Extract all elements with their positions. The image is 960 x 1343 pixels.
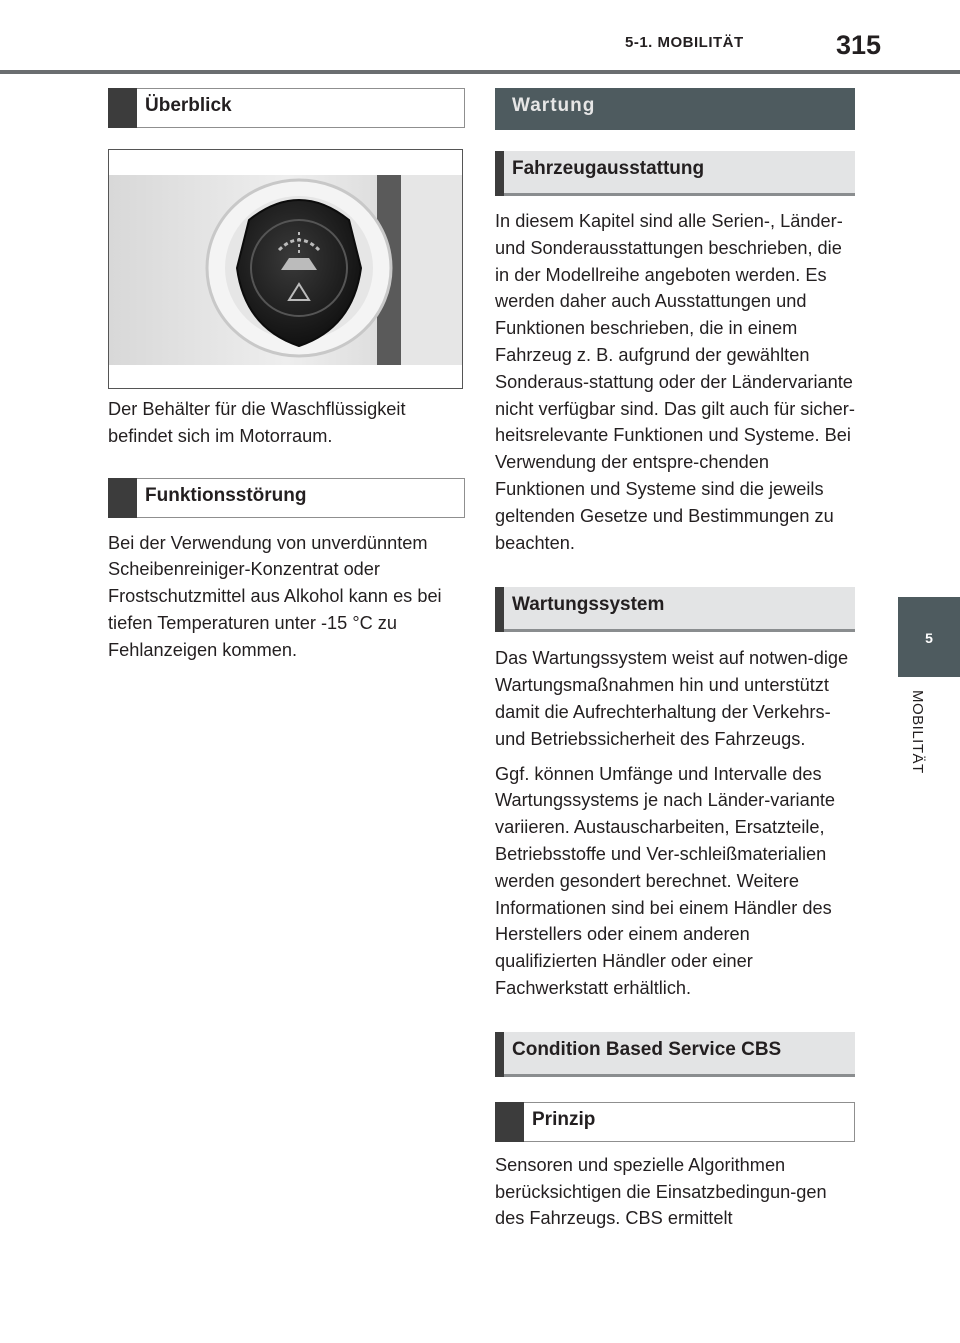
heading-wartung xyxy=(495,88,855,130)
right-column xyxy=(495,88,855,1232)
heading-bar xyxy=(495,1032,504,1077)
chapter-tab xyxy=(898,597,960,677)
heading-principle xyxy=(495,1102,855,1142)
heading-bar xyxy=(495,587,504,632)
malfunction-paragraph: Bei der Verwendung von unverdünntem Scheibenreiniger-Konzentrat oder Frostschutzmittel aus Alkohol kann es bei tiefen Temperaturen unter -15 °C zu Fehlanzeigen kommen. xyxy=(108,532,442,660)
principle-paragraph: Sensoren und spezielle Algorithmen berücksichtigen die Einsatzbedingun-gen des Fahrzeugs. CBS ermittelt xyxy=(495,1154,827,1229)
heading-bar xyxy=(495,1102,524,1142)
heading-malfunction-text: Funktionsstörung xyxy=(145,484,307,506)
heading-bar xyxy=(108,88,137,128)
left-column xyxy=(108,88,465,664)
heading-cbs xyxy=(495,1032,855,1077)
washer-reservoir-cap-illustration xyxy=(109,150,463,389)
chapter-number: 5 xyxy=(925,630,933,646)
running-header-section: 5-1. MOBILITÄT xyxy=(625,34,744,51)
washer-reservoir-figure xyxy=(108,149,463,389)
heading-bar xyxy=(495,151,504,196)
heading-cbs-text: Condition Based Service CBS xyxy=(512,1038,782,1060)
heading-service-system-text: Wartungssystem xyxy=(512,594,665,616)
service-paragraph-2: Ggf. können Umfänge und Intervalle des Wartungssystems je nach Länder-variante variieren. Austauscharbeiten, Ersatzteile, Betriebsstoffe und Ver-schleißmaterialien werden gesondert berechnet. Weitere Informationen sind bei einem Händler des Herstellers oder einem anderen qualifizierten Händler oder einer Fachwerkstatt erhältlich. xyxy=(495,763,835,998)
service-paragraph-1: Das Wartungssystem weist auf notwen-dige Wartungsmaßnahmen hin und unterstützt damit die Aufrechterhaltung der Verkehrs- und Betriebssicherheit des Fahrzeugs. xyxy=(495,648,849,749)
heading-equipment xyxy=(495,151,855,196)
heading-malfunction xyxy=(108,478,465,518)
heading-wartung-text: Wartung xyxy=(512,95,596,116)
chapter-label: MOBILITÄT xyxy=(909,690,926,774)
figure-caption: Der Behälter für die Waschflüssigkeit befindet sich im Motorraum. xyxy=(108,399,406,446)
heading-equipment-text: Fahrzeugausstattung xyxy=(512,158,705,179)
page-number: 315 xyxy=(836,30,882,60)
heading-bar xyxy=(108,478,137,518)
heading-service-system xyxy=(495,587,855,632)
heading-overview xyxy=(108,88,465,128)
header-rule xyxy=(0,70,960,74)
equipment-paragraph: In diesem Kapitel sind alle Serien-, Länder- und Sonderausstattungen beschrieben, die in der Modellreihe angeboten werden. Es werden daher auch Ausstattungen und Funktionen beschrieben, die in einem Fahrzeug z. B. aufgrund der gewählten Sonderaus-stattung oder der Ländervariante nicht verfügbar sind. Das gilt auch für sicher-heitsrelevante Funktionen und Systeme. Bei Verwendung der entspre-chenden Funktionen und Systeme sind die jeweils geltenden Gesetze und Bestimmungen zu beachten. xyxy=(495,211,855,553)
heading-overview-text: Überblick xyxy=(145,95,232,116)
heading-principle-text: Prinzip xyxy=(532,1108,596,1130)
